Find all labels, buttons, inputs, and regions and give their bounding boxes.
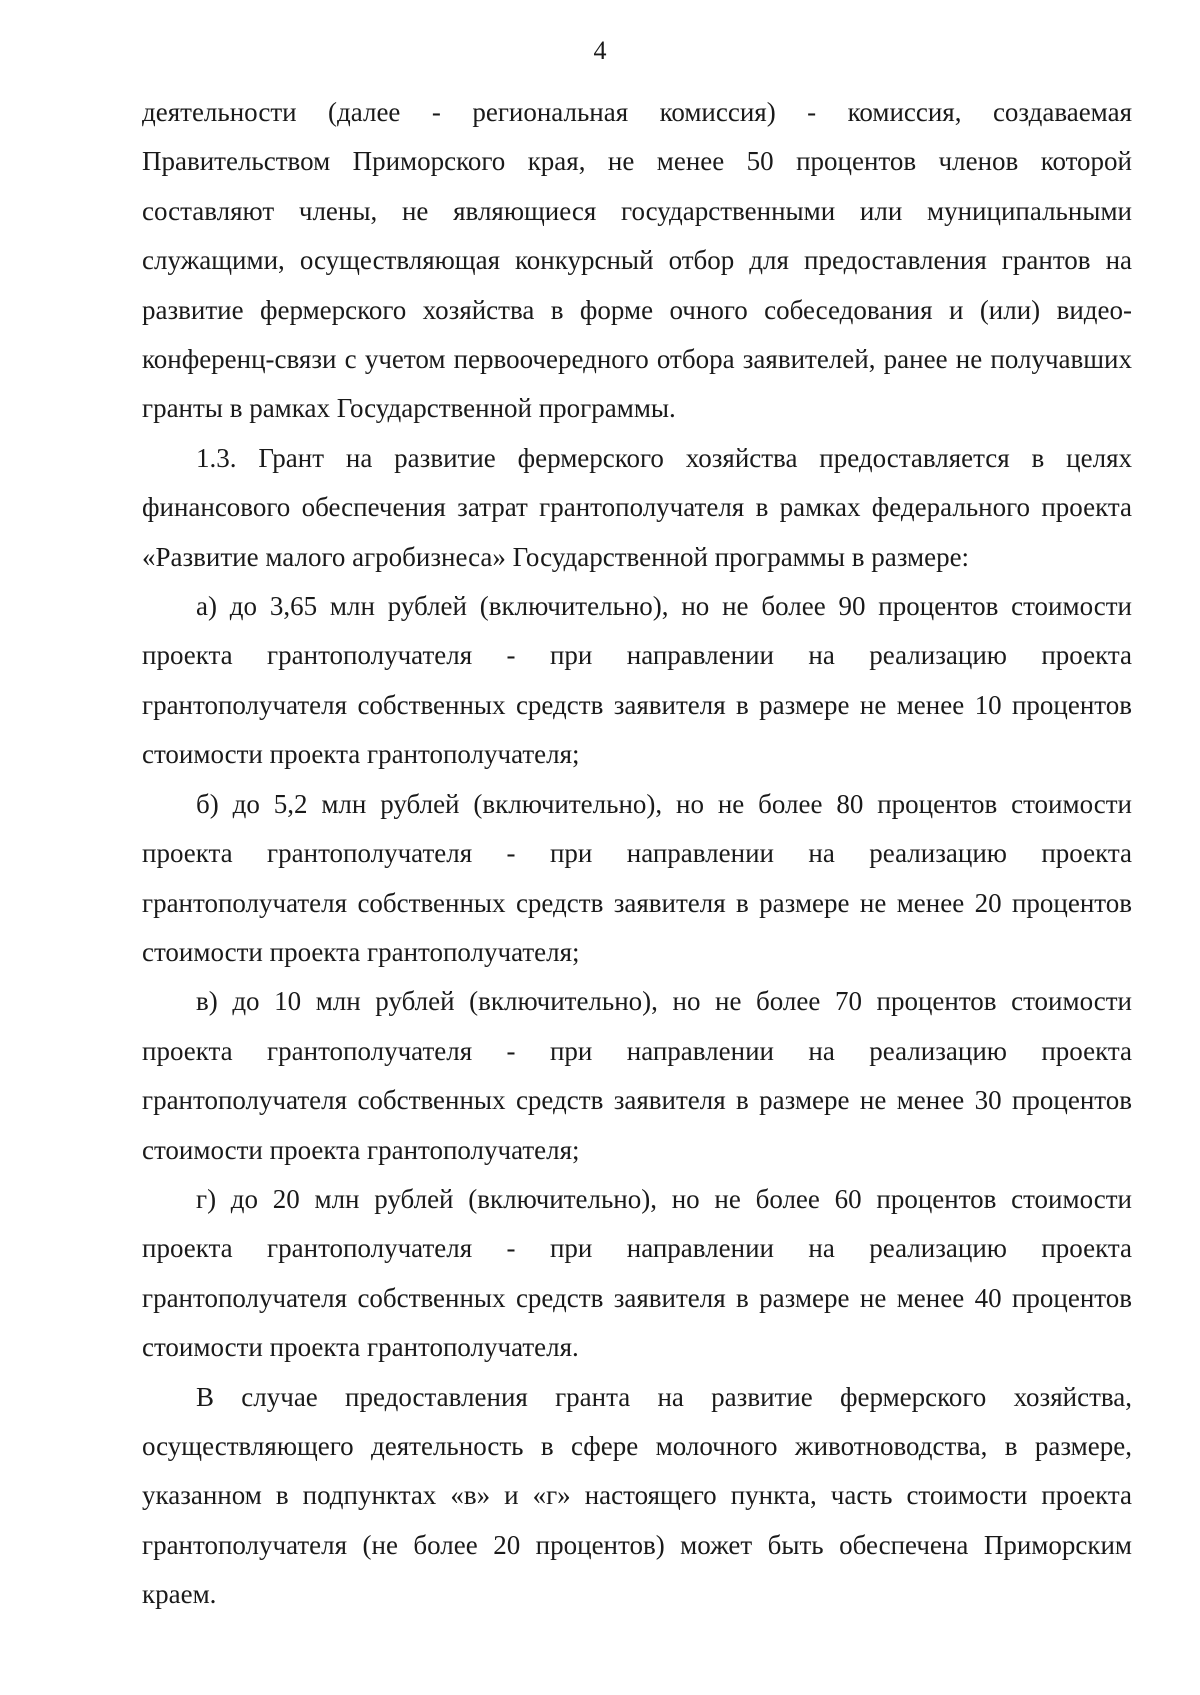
paragraph-subitem-g: г) до 20 млн рублей (включительно), но не более 60 процентов стоимости проекта грантополучателя - при направлении на реализацию проекта грантополучателя собственных средств заявителя в размере не менее 40 процентов стоимости проекта грантополучателя.	[142, 1183, 1132, 1363]
paragraph-subitem-b: б) до 5,2 млн рублей (включительно), но не более 80 процентов стоимости проекта грантополучателя - при направлении на реализацию проекта грантополучателя собственных средств заявителя в размере не менее 20 процентов стоимости проекта грантополучателя;	[142, 788, 1132, 967]
paragraph-dairy-case: В случае предоставления гранта на развитие фермерского хозяйства, осуществляющего деятельность в сфере молочного животноводства, в размере, указанном в подпунктах «в» и «г» настоящего пункта, часть стоимости проекта грантополучателя (не более 20 процентов) может быть обеспечена Приморским краем.	[142, 1381, 1132, 1610]
paragraph-1-3-grant-purpose: 1.3. Грант на развитие фермерского хозяйства предоставляется в целях финансового обеспечения затрат грантополучателя в рамках федерального проекта «Развитие малого агробизнеса» Государственной программы в размере:	[142, 442, 1132, 572]
page-number: 4	[593, 36, 607, 65]
paragraph-commission-definition: деятельности (далее - региональная комиссия) - комиссия, создаваемая Правительством Приморского края, не менее 50 процентов членов которой составляют члены, не являющиеся государственными или муниципальными служащими, осуществляющая конкурсный отбор для предоставления грантов на развитие фермерского хозяйства в форме очного собеседования и (или) видео-конференц-связи с учетом первоочередного отбора заявителей, ранее не получавших гранты в рамках Государственной программы.	[142, 97, 1132, 424]
document-body	[142, 88, 1132, 1620]
paragraph-subitem-v: в) до 10 млн рублей (включительно), но не более 70 процентов стоимости проекта грантополучателя - при направлении на реализацию проекта грантополучателя собственных средств заявителя в размере не менее 30 процентов стоимости проекта грантополучателя;	[142, 986, 1132, 1165]
paragraph-subitem-a: а) до 3,65 млн рублей (включительно), но не более 90 процентов стоимости проекта грантополучателя - при направлении на реализацию проекта грантополучателя собственных средств заявителя в размере не менее 10 процентов стоимости проекта грантополучателя;	[142, 591, 1132, 770]
